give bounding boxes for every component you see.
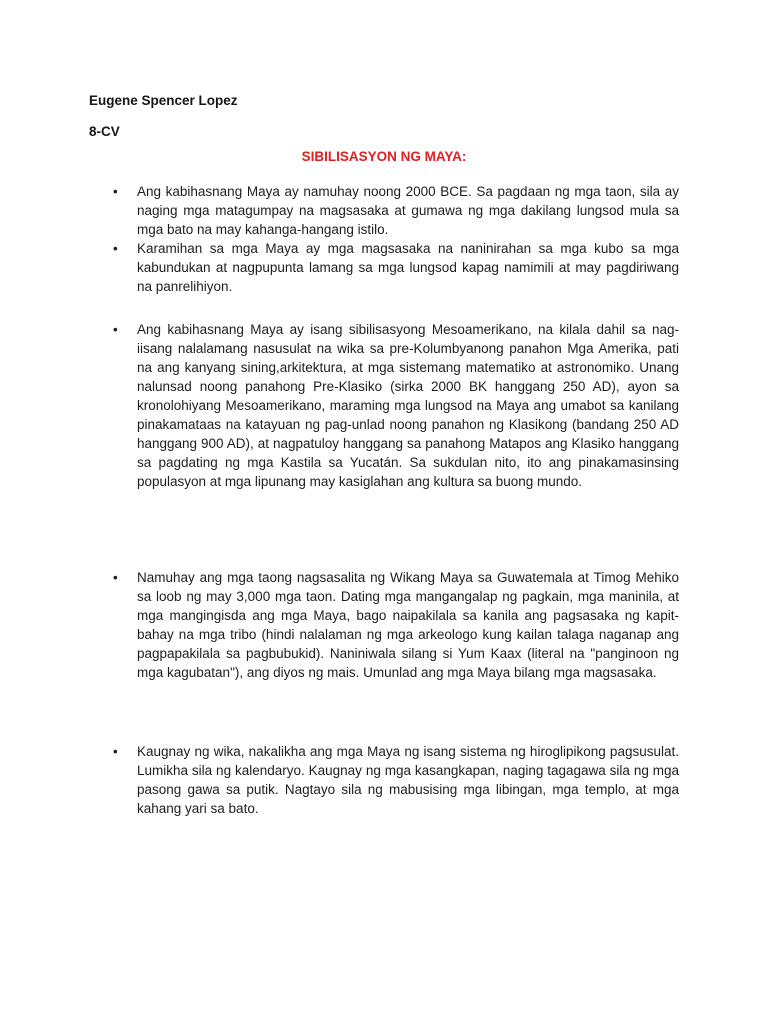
bullet-item-4: • Namuhay ang mga taong nagsasalita ng Wikang Maya sa Guwatemala at Timog Mehiko sa loob ng may 3,000 mga taon. Dating mga mangangalap ng pagkain, mga maninila, at mga mangingisda ang mga Maya, bago naipakilala sa kanila ang pagsasaka ng kapit-bahay na mga tribo (hindi nalalaman ng mga arkeologo kung kailan talaga naganap ang pagpapakilala sa pagbubukid). Naniniwala silang si Yum Kaax (literal na "panginoon ng mga kagubatan"), ang diyos ng mais. Umunlad ang mga Maya bilang mga magsasaka. (89, 568, 679, 682)
author-name: Eugene Spencer Lopez (89, 93, 238, 108)
bullet-item-2: • Karamihan sa mga Maya ay mga magsasaka na naninirahan sa mga kubo sa mga kabundukan at nagpupunta lamang sa mga lungsod kapag namimili at may pagdiriwang na panrelihiyon. (89, 239, 679, 296)
document-title: SIBILISASYON NG MAYA: (301, 149, 467, 164)
bullet-item-3: • Ang kabihasnang Maya ay isang sibilisasyong Mesoamerikano, na kilala dahil sa nag-iisang nalalamang nasusulat na wika sa pre-Kolumbyanong panahon Mga Amerika, pati na ang kanyang sining,arkitektura, at mga sistemang matematiko at astronomiko. Unang nalunsad noong panahong Pre-Klasiko (sirka 2000 BK hanggang 250 AD), ayon sa kronolohiyang Mesoamerikano, maraming mga lungsod na Maya ang umabot sa kanilang pinakamataas na katayuan ng pag-unlad noong panahon ng Klasikong (bandang 250 AD hanggang 900 AD), at nagpatuloy hanggang sa panahong Matapos ang Klasiko hanggang sa pagdating ng mga Kastila sa Yucatán. Sa sukdulan nito, ito ang pinakamasinsing populasyon at mga lipunang may kasiglahan ang kultura sa buong mundo. (89, 320, 679, 491)
bullet-list (89, 182, 679, 818)
class-section-label: 8-CV (89, 124, 120, 139)
bullet-item-5: • Kaugnay ng wika, nakalikha ang mga Maya ng isang sistema ng hiroglipikong pagsusulat. Lumikha sila ng kalendaryo. Kaugnay ng mga kasangkapan, naging tagagawa sila ng mga pasong gawa sa putik. Nagtayo sila ng mabusising mga libingan, mga templo, at mga kahang yari sa bato. (89, 742, 679, 818)
bullet-item-1: • Ang kabihasnang Maya ay namuhay noong 2000 BCE. Sa pagdaan ng mga taon, sila ay naging mga matagumpay na magsasaka at gumawa ng mga dakilang lungsod mula sa mga bato na may kahanga-hangang istilo. (89, 182, 679, 239)
